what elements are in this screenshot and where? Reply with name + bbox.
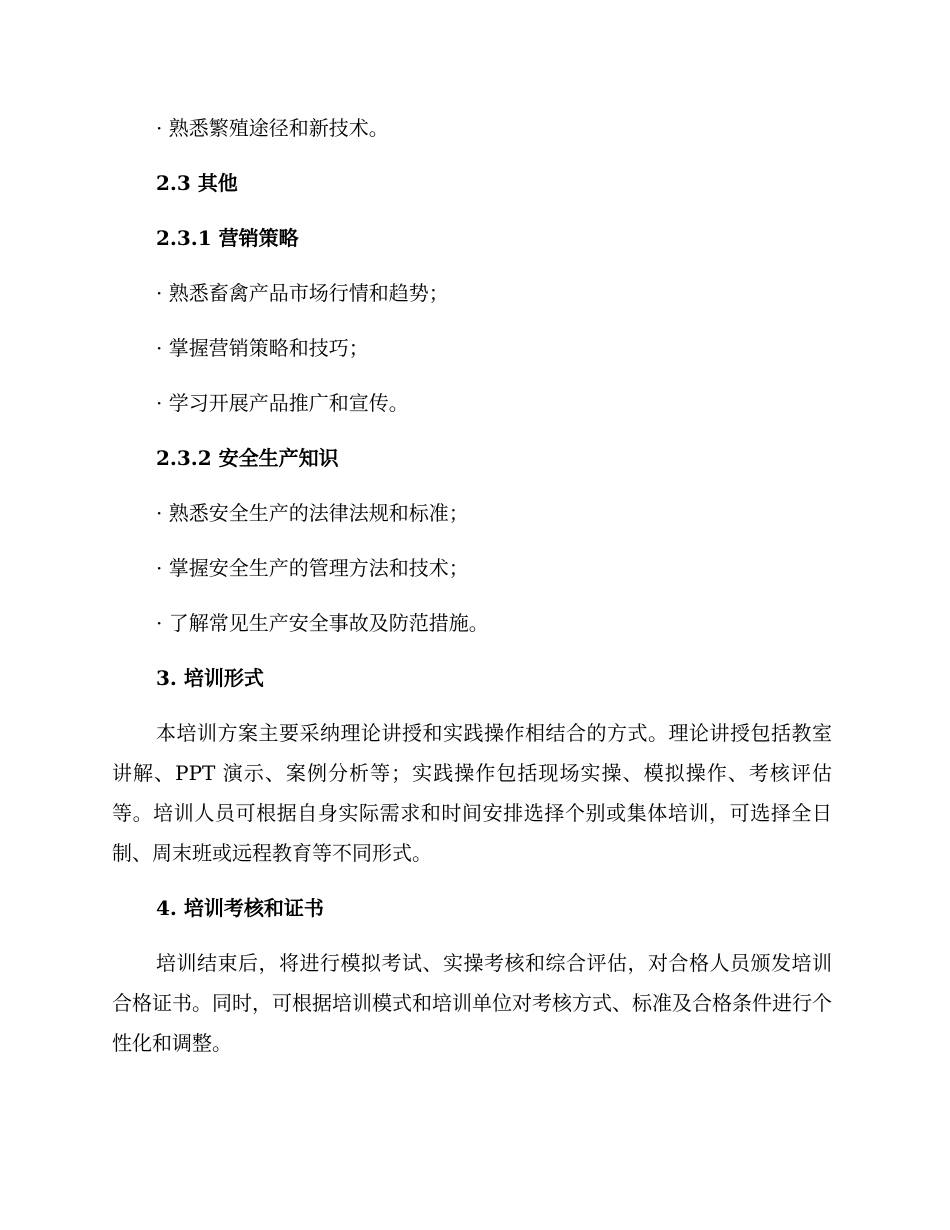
paragraph-training-form: 本培训方案主要采纳理论讲授和实践操作相结合的方式。理论讲授包括教室讲解、PPT 演示、案例分析等；实践操作包括现场实操、模拟操作、考核评估等。培训人员可根据自身实际需求和时间安排选择个别或集体培训，可选择全日制、周末班或远程教育等不同形式。 — [112, 721, 832, 865]
bullet-marketing-skills: · 掌握营销策略和技巧； — [156, 336, 369, 360]
bullet-breeding-tech: · 熟悉繁殖途径和新技术。 — [156, 116, 389, 140]
bullet-safety-management: · 掌握安全生产的管理方法和技术； — [156, 556, 469, 580]
heading-3-training-form: 3. 培训形式 — [156, 666, 264, 690]
heading-4-assessment-certificate: 4. 培训考核和证书 — [156, 896, 324, 920]
paragraph-assessment-certificate: 培训结束后，将进行模拟考试、实操考核和综合评估，对合格人员颁发培训合格证书。同时，可根据培训模式和培训单位对考核方式、标准及合格条件进行个性化和调整。 — [112, 951, 832, 1055]
heading-2-3-other: 2.3 其他 — [156, 171, 238, 195]
bullet-market-trends: · 熟悉畜禽产品市场行情和趋势； — [156, 281, 449, 305]
document-page — [112, 108, 832, 1078]
bullet-accident-prevention: · 了解常见生产安全事故及防范措施。 — [156, 611, 489, 635]
heading-2-3-2-safety: 2.3.2 安全生产知识 — [156, 446, 339, 470]
bullet-safety-laws: · 熟悉安全生产的法律法规和标准； — [156, 501, 469, 525]
heading-2-3-1-marketing: 2.3.1 营销策略 — [156, 226, 299, 250]
bullet-promotion: · 学习开展产品推广和宣传。 — [156, 391, 409, 415]
